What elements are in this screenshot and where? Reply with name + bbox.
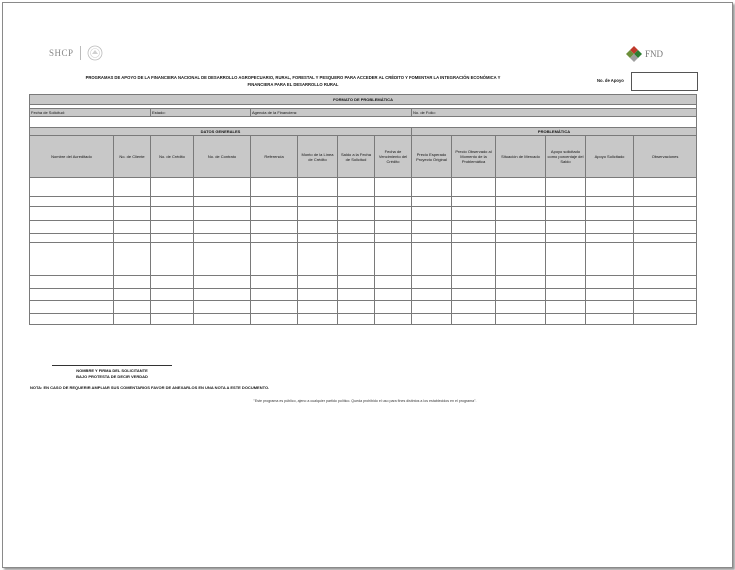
entry-cell[interactable] <box>114 234 151 243</box>
table-row <box>30 289 697 301</box>
col-header: Monto de la Línea de Crédito <box>298 136 338 178</box>
problem-form-table <box>29 94 697 325</box>
col-header: Observaciones <box>634 136 697 178</box>
entry-cell[interactable] <box>194 276 251 289</box>
entry-cell[interactable] <box>30 207 114 221</box>
no-apoyo-label: No. de Apoyo <box>597 78 624 83</box>
entry-cell[interactable] <box>452 221 496 234</box>
shcp-logo <box>49 45 103 61</box>
entry-cell[interactable] <box>338 289 375 301</box>
entry-cell[interactable] <box>194 314 251 325</box>
entry-cell[interactable] <box>634 221 697 234</box>
table-row <box>30 276 697 289</box>
entry-cell[interactable] <box>194 197 251 207</box>
section-problematica: PROBLEMÁTICA <box>412 128 697 136</box>
entry-cell[interactable] <box>298 276 338 289</box>
entry-cell[interactable] <box>496 243 546 276</box>
entry-cell[interactable] <box>496 207 546 221</box>
entry-cell[interactable] <box>634 289 697 301</box>
no-folio-label: No. de Folio: <box>412 109 697 117</box>
entry-cell[interactable] <box>375 178 412 197</box>
entry-cell[interactable] <box>298 207 338 221</box>
entry-cell[interactable] <box>338 221 375 234</box>
table-row <box>30 221 697 234</box>
col-header: Precio Esperado Proyecto Original <box>412 136 452 178</box>
entry-cell[interactable] <box>151 243 194 276</box>
entry-cell[interactable] <box>412 243 452 276</box>
entry-cell[interactable] <box>194 289 251 301</box>
table-row <box>30 243 697 276</box>
col-header: Referencia <box>251 136 298 178</box>
entry-cell[interactable] <box>586 221 634 234</box>
logo-separator <box>80 46 81 60</box>
table-row <box>30 301 697 314</box>
entry-cell[interactable] <box>546 276 586 289</box>
entry-cell[interactable] <box>114 243 151 276</box>
entry-cell[interactable] <box>412 234 452 243</box>
table-row <box>30 314 697 325</box>
entry-cell[interactable] <box>546 289 586 301</box>
entry-cell[interactable] <box>298 221 338 234</box>
entry-cell[interactable] <box>496 301 546 314</box>
entry-cell[interactable] <box>375 289 412 301</box>
entry-cell[interactable] <box>151 178 194 197</box>
entry-cell[interactable] <box>151 197 194 207</box>
fecha-solicitud-label: Fecha de Solicitud: <box>30 109 151 117</box>
fnd-logo <box>625 45 663 63</box>
shcp-logo-text: SHCP <box>49 48 74 58</box>
entry-cell[interactable] <box>375 197 412 207</box>
entry-cell[interactable] <box>586 207 634 221</box>
agencia-label: Agencia de la Financiera: <box>251 109 412 117</box>
entry-cell[interactable] <box>30 276 114 289</box>
col-header: Apoyo solicitado como porcentaje del Saldo <box>546 136 586 178</box>
entry-cell[interactable] <box>546 197 586 207</box>
nota-text: NOTA: EN CASO DE REQUERIR AMPLIAR SUS COMENTARIOS FAVOR DE ANEXARLOS EN UNA NOTA A ESTE DOCUMENTO. <box>30 385 270 390</box>
entry-cell[interactable] <box>298 301 338 314</box>
program-heading <box>33 74 553 88</box>
entry-cell[interactable] <box>338 276 375 289</box>
col-header: Situación de Mercado <box>496 136 546 178</box>
entry-cell[interactable] <box>496 314 546 325</box>
entry-cell[interactable] <box>30 234 114 243</box>
col-header: No. de Cliente <box>114 136 151 178</box>
table-row <box>30 234 697 243</box>
entry-cell[interactable] <box>452 178 496 197</box>
entry-cell[interactable] <box>496 197 546 207</box>
entry-cell[interactable] <box>194 234 251 243</box>
entry-cell[interactable] <box>546 178 586 197</box>
entry-cell[interactable] <box>251 276 298 289</box>
entry-cell[interactable] <box>151 314 194 325</box>
heading-line-1: PROGRAMAS DE APOYO DE LA FINANCIERA NACIONAL DE DESARROLLO AGROPECUARIO, RURAL, FORESTAL Y PESQUERO PARA ACCEDER AL CRÉDITO Y FOMENTAR LA INTEGRACIÓN ECONÓMICA Y <box>85 75 501 80</box>
entry-cell[interactable] <box>151 221 194 234</box>
entry-cell[interactable] <box>452 207 496 221</box>
entry-cell[interactable] <box>194 243 251 276</box>
entry-cell[interactable] <box>375 221 412 234</box>
entry-cell[interactable] <box>194 178 251 197</box>
entry-cell[interactable] <box>30 243 114 276</box>
entry-cell[interactable] <box>338 243 375 276</box>
entry-cell[interactable] <box>338 197 375 207</box>
entry-cell[interactable] <box>452 243 496 276</box>
form-title: FORMATO DE PROBLEMÁTICA <box>30 95 697 105</box>
entry-cell[interactable] <box>586 301 634 314</box>
entry-cell[interactable] <box>30 197 114 207</box>
entry-cell[interactable] <box>30 301 114 314</box>
entry-cell[interactable] <box>114 301 151 314</box>
entry-cell[interactable] <box>586 178 634 197</box>
entry-cell[interactable] <box>194 207 251 221</box>
entry-cell[interactable] <box>412 178 452 197</box>
entry-cell[interactable] <box>452 197 496 207</box>
estado-label: Estado: <box>151 109 251 117</box>
entry-cell[interactable] <box>375 314 412 325</box>
entry-cell[interactable] <box>496 276 546 289</box>
entry-cell[interactable] <box>338 301 375 314</box>
entry-cell[interactable] <box>338 178 375 197</box>
entry-cell[interactable] <box>546 234 586 243</box>
entry-cell[interactable] <box>298 234 338 243</box>
column-header-row <box>30 136 697 178</box>
entry-cell[interactable] <box>546 207 586 221</box>
entry-cell[interactable] <box>634 314 697 325</box>
entry-cell[interactable] <box>194 301 251 314</box>
entry-cell[interactable] <box>634 243 697 276</box>
table-row <box>30 207 697 221</box>
heading-line-2: FINANCIERA PARA EL DESARROLLO RURAL <box>247 82 339 87</box>
section-datos-generales: DATOS GENERALES <box>30 128 412 136</box>
entry-cell[interactable] <box>586 314 634 325</box>
entry-cell[interactable] <box>151 276 194 289</box>
entry-cell[interactable] <box>298 289 338 301</box>
col-header: Nombre del Acreditado <box>30 136 114 178</box>
table-row <box>30 197 697 207</box>
entry-cell[interactable] <box>151 207 194 221</box>
data-rows <box>30 178 697 325</box>
entry-cell[interactable] <box>30 289 114 301</box>
entry-cell[interactable] <box>251 197 298 207</box>
entry-cell[interactable] <box>412 197 452 207</box>
entry-cell[interactable] <box>251 289 298 301</box>
signature-caption <box>52 368 172 379</box>
entry-cell[interactable] <box>452 289 496 301</box>
no-apoyo-field[interactable] <box>631 72 698 91</box>
entry-cell[interactable] <box>338 234 375 243</box>
entry-cell[interactable] <box>452 276 496 289</box>
entry-cell[interactable] <box>496 178 546 197</box>
entry-cell[interactable] <box>338 314 375 325</box>
entry-cell[interactable] <box>546 314 586 325</box>
entry-cell[interactable] <box>114 276 151 289</box>
entry-cell[interactable] <box>634 301 697 314</box>
entry-cell[interactable] <box>586 243 634 276</box>
entry-cell[interactable] <box>114 221 151 234</box>
entry-cell[interactable] <box>30 178 114 197</box>
entry-cell[interactable] <box>251 207 298 221</box>
entry-cell[interactable] <box>251 301 298 314</box>
entry-cell[interactable] <box>412 314 452 325</box>
col-header: No. de Contrato <box>194 136 251 178</box>
entry-cell[interactable] <box>114 314 151 325</box>
entry-cell[interactable] <box>338 207 375 221</box>
entry-cell[interactable] <box>496 234 546 243</box>
entry-cell[interactable] <box>586 289 634 301</box>
entry-cell[interactable] <box>634 178 697 197</box>
entry-cell[interactable] <box>586 276 634 289</box>
entry-cell[interactable] <box>298 243 338 276</box>
entry-cell[interactable] <box>546 301 586 314</box>
entry-cell[interactable] <box>114 207 151 221</box>
entry-cell[interactable] <box>412 289 452 301</box>
entry-cell[interactable] <box>114 178 151 197</box>
entry-cell[interactable] <box>114 197 151 207</box>
entry-cell[interactable] <box>375 276 412 289</box>
entry-cell[interactable] <box>634 234 697 243</box>
program-legend: "Este programa es público, ajeno a cualquier partido político. Queda prohibido el uso para fines distintos a los establecidos en el programa". <box>253 399 477 403</box>
signature-line-1: NOMBRE Y FIRMA DEL SOLICITANTE <box>76 368 148 373</box>
entry-cell[interactable] <box>412 221 452 234</box>
spacer-row <box>30 117 697 128</box>
col-header: Saldo a la Fecha de Solicitud <box>338 136 375 178</box>
entry-cell[interactable] <box>412 207 452 221</box>
entry-cell[interactable] <box>546 221 586 234</box>
entry-cell[interactable] <box>375 207 412 221</box>
entry-cell[interactable] <box>114 289 151 301</box>
table-row <box>30 178 697 197</box>
entry-cell[interactable] <box>634 207 697 221</box>
entry-cell[interactable] <box>412 301 452 314</box>
entry-cell[interactable] <box>375 301 412 314</box>
entry-cell[interactable] <box>151 289 194 301</box>
col-header: Precio Observado al Momento de la Problemática <box>452 136 496 178</box>
entry-cell[interactable] <box>298 314 338 325</box>
entry-cell[interactable] <box>496 289 546 301</box>
fnd-logo-text: FND <box>645 49 664 59</box>
entry-cell[interactable] <box>452 301 496 314</box>
entry-cell[interactable] <box>634 197 697 207</box>
eagle-seal-icon <box>87 45 103 61</box>
col-header: Fecha de Vencimiento del Crédito <box>375 136 412 178</box>
entry-cell[interactable] <box>151 301 194 314</box>
entry-cell[interactable] <box>251 314 298 325</box>
signature-line <box>52 365 172 366</box>
entry-cell[interactable] <box>375 243 412 276</box>
entry-cell[interactable] <box>194 221 251 234</box>
entry-cell[interactable] <box>634 276 697 289</box>
entry-cell[interactable] <box>298 178 338 197</box>
entry-cell[interactable] <box>412 276 452 289</box>
signature-line-2: BAJO PROTESTA DE DECIR VERDAD <box>76 373 148 379</box>
col-header: No. de Crédito <box>151 136 194 178</box>
entry-cell[interactable] <box>151 234 194 243</box>
entry-cell[interactable] <box>298 197 338 207</box>
col-header: Apoyo Solicitado <box>586 136 634 178</box>
entry-cell[interactable] <box>375 234 412 243</box>
entry-cell[interactable] <box>251 178 298 197</box>
fnd-diamond-icon <box>625 45 643 63</box>
entry-cell[interactable] <box>251 221 298 234</box>
entry-cell[interactable] <box>496 221 546 234</box>
entry-cell[interactable] <box>586 234 634 243</box>
entry-cell[interactable] <box>251 234 298 243</box>
entry-cell[interactable] <box>251 243 298 276</box>
entry-cell[interactable] <box>30 221 114 234</box>
entry-cell[interactable] <box>586 197 634 207</box>
entry-cell[interactable] <box>452 234 496 243</box>
entry-cell[interactable] <box>546 243 586 276</box>
entry-cell[interactable] <box>452 314 496 325</box>
entry-cell[interactable] <box>30 314 114 325</box>
